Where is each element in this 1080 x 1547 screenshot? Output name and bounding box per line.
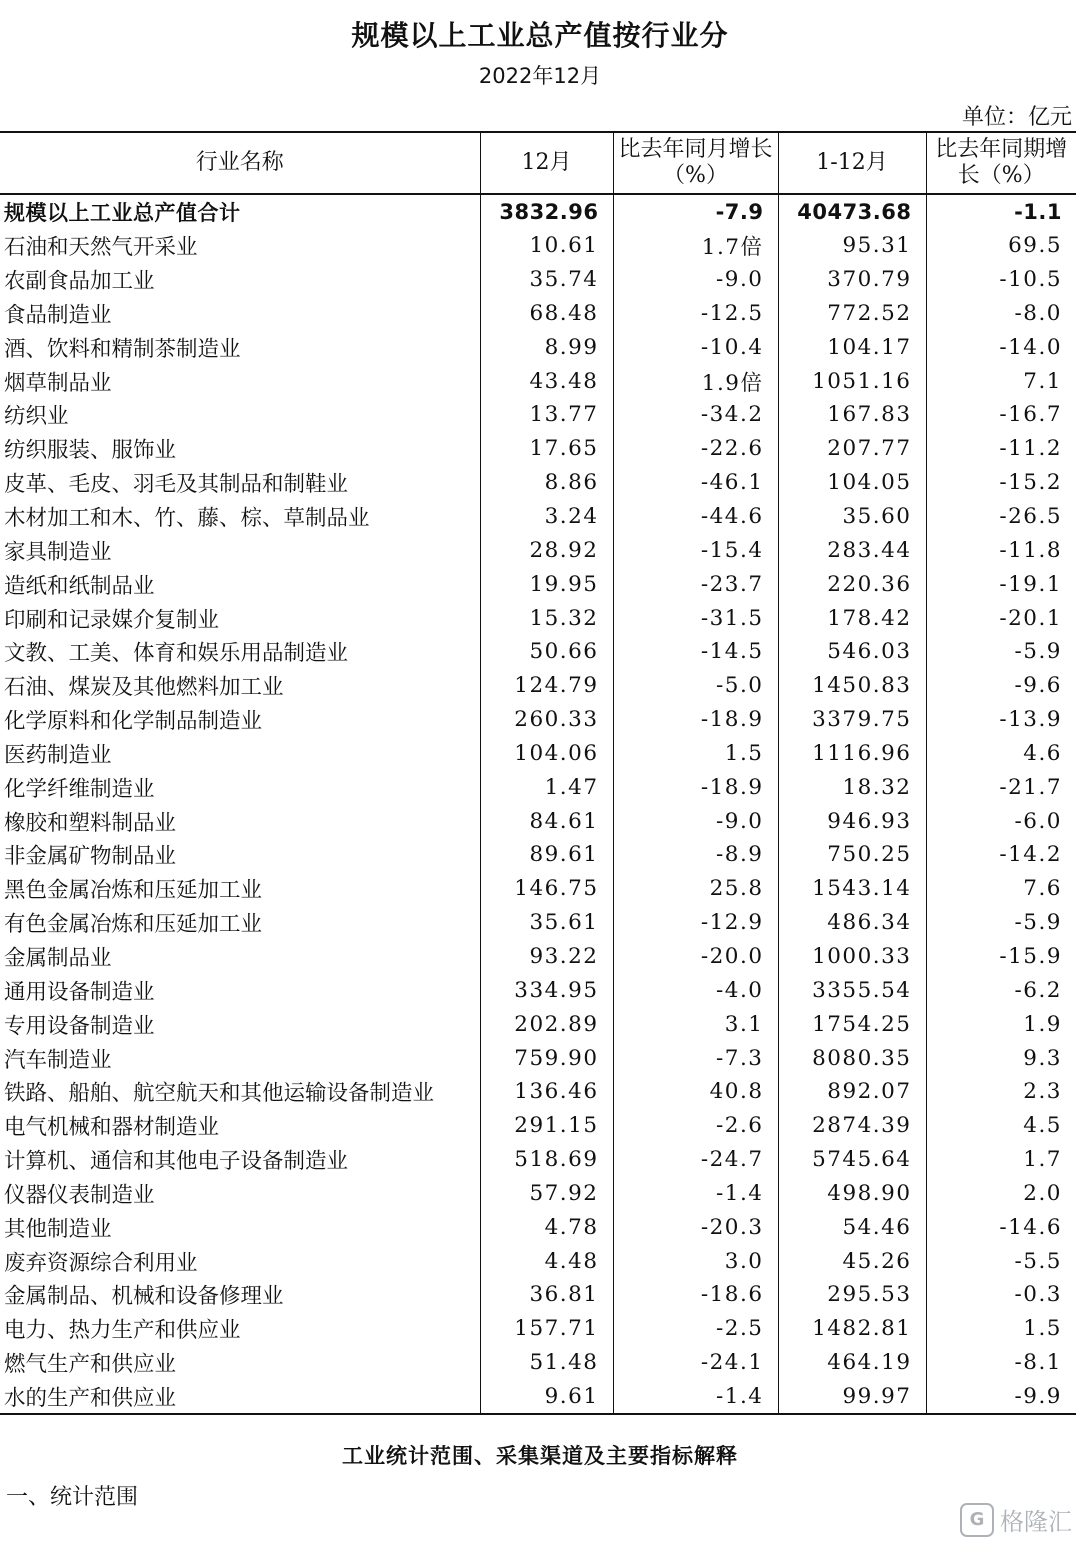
cell-ytd: 3355.54 xyxy=(778,973,926,1007)
cell-ytd: 95.31 xyxy=(778,229,926,263)
cell-industry: 通用设备制造业 xyxy=(4,979,155,1005)
section-item: 一、统计范围 xyxy=(6,1485,139,1510)
cell-ytd-yoy: 2.0 xyxy=(926,1176,1076,1210)
cell-industry: 纺织服装、服饰业 xyxy=(4,438,177,464)
cell-dec-yoy: -44.6 xyxy=(613,500,778,534)
cell-dec-yoy: -23.7 xyxy=(613,567,778,601)
cell-ytd: 167.83 xyxy=(778,398,926,432)
cell-ytd: 3379.75 xyxy=(778,703,926,737)
cell-ytd: 2874.39 xyxy=(778,1109,926,1143)
cell-dec: 104.06 xyxy=(480,737,613,771)
table-row xyxy=(0,364,1076,398)
cell-dec: 10.61 xyxy=(480,229,613,263)
cell-dec-yoy: -34.2 xyxy=(613,398,778,432)
cell-dec-yoy: -24.7 xyxy=(613,1143,778,1177)
cell-ytd: 892.07 xyxy=(778,1075,926,1109)
cell-ytd: 104.05 xyxy=(778,466,926,500)
cell-dec: 4.48 xyxy=(480,1244,613,1278)
cell-dec: 291.15 xyxy=(480,1109,613,1143)
cell-dec-yoy: -12.9 xyxy=(613,906,778,940)
cell-ytd-yoy: 1.9 xyxy=(926,1007,1076,1041)
watermark xyxy=(960,1502,1072,1537)
cell-ytd-yoy: 9.3 xyxy=(926,1041,1076,1075)
cell-dec: 15.32 xyxy=(480,601,613,635)
table-row xyxy=(0,1041,1076,1075)
cell-ytd: 40473.68 xyxy=(778,194,926,229)
cell-ytd-yoy: -8.0 xyxy=(926,297,1076,331)
cell-industry: 化学纤维制造业 xyxy=(4,776,155,802)
cell-ytd-yoy: -5.5 xyxy=(926,1244,1076,1278)
cell-dec-yoy: 40.8 xyxy=(613,1075,778,1109)
cell-industry: 医药制造业 xyxy=(4,742,112,768)
cell-dec: 260.33 xyxy=(480,703,613,737)
cell-dec-yoy: -9.0 xyxy=(613,804,778,838)
cell-dec-yoy: -14.5 xyxy=(613,635,778,669)
table-row xyxy=(0,906,1076,940)
cell-industry: 非金属矿物制品业 xyxy=(4,844,177,870)
cell-ytd: 18.32 xyxy=(778,770,926,804)
cell-dec-yoy: -31.5 xyxy=(613,601,778,635)
cell-dec: 136.46 xyxy=(480,1075,613,1109)
cell-ytd: 5745.64 xyxy=(778,1143,926,1177)
cell-ytd-yoy: -5.9 xyxy=(926,635,1076,669)
cell-dec-yoy: -7.9 xyxy=(613,194,778,229)
cell-dec: 35.74 xyxy=(480,263,613,297)
cell-industry: 仪器仪表制造业 xyxy=(4,1182,155,1208)
table-row xyxy=(0,1143,1076,1177)
cell-dec: 35.61 xyxy=(480,906,613,940)
industry-output-table xyxy=(0,131,1076,1415)
cell-dec-yoy: -4.0 xyxy=(613,973,778,1007)
cell-dec-yoy: 3.0 xyxy=(613,1244,778,1278)
cell-dec: 3832.96 xyxy=(480,194,613,229)
cell-dec: 13.77 xyxy=(480,398,613,432)
table-row xyxy=(0,804,1076,838)
section-title: 工业统计范围、采集渠道及主要指标解释 xyxy=(342,1444,738,1468)
table-row xyxy=(0,500,1076,534)
cell-dec-yoy: -1.4 xyxy=(613,1176,778,1210)
cell-industry: 其他制造业 xyxy=(4,1216,112,1242)
cell-dec-yoy: -9.0 xyxy=(613,263,778,297)
page-title: 规模以上工业总产值按行业分 xyxy=(351,19,729,52)
cell-industry: 文教、工美、体育和娱乐用品制造业 xyxy=(4,641,349,667)
cell-dec: 51.48 xyxy=(480,1346,613,1380)
cell-industry: 木材加工和木、竹、藤、棕、草制品业 xyxy=(4,506,370,532)
cell-industry: 电力、热力生产和供应业 xyxy=(4,1318,241,1344)
col-header-industry: 行业名称 xyxy=(0,132,480,194)
cell-dec-yoy: 1.5 xyxy=(613,737,778,771)
table-row xyxy=(0,567,1076,601)
table-row xyxy=(0,1007,1076,1041)
cell-dec-yoy: 1.7倍 xyxy=(613,229,778,263)
cell-industry: 废弃资源综合利用业 xyxy=(4,1250,198,1276)
cell-dec: 36.81 xyxy=(480,1278,613,1312)
cell-industry: 印刷和记录媒介复制业 xyxy=(4,607,220,633)
cell-dec-yoy: -2.6 xyxy=(613,1109,778,1143)
table-row xyxy=(0,838,1076,872)
cell-industry: 纺织业 xyxy=(4,404,69,430)
table-row xyxy=(0,770,1076,804)
cell-industry: 金属制品业 xyxy=(4,945,112,971)
cell-ytd: 370.79 xyxy=(778,263,926,297)
cell-dec-yoy: -24.1 xyxy=(613,1346,778,1380)
cell-dec-yoy: -2.5 xyxy=(613,1312,778,1346)
cell-ytd-yoy: -14.2 xyxy=(926,838,1076,872)
cell-dec: 17.65 xyxy=(480,432,613,466)
table-row xyxy=(0,1346,1076,1380)
cell-ytd: 8080.35 xyxy=(778,1041,926,1075)
cell-dec-yoy: -5.0 xyxy=(613,669,778,703)
table-row xyxy=(0,1312,1076,1346)
cell-ytd-yoy: 1.5 xyxy=(926,1312,1076,1346)
table-row xyxy=(0,1109,1076,1143)
cell-ytd: 35.60 xyxy=(778,500,926,534)
table-row xyxy=(0,533,1076,567)
cell-industry: 造纸和纸制品业 xyxy=(4,573,155,599)
table-row xyxy=(0,635,1076,669)
cell-ytd: 1450.83 xyxy=(778,669,926,703)
cell-industry: 农副食品加工业 xyxy=(4,269,155,295)
cell-industry: 橡胶和塑料制品业 xyxy=(4,810,177,836)
table-row xyxy=(0,669,1076,703)
cell-dec-yoy: -18.9 xyxy=(613,770,778,804)
cell-ytd-yoy: -10.5 xyxy=(926,263,1076,297)
cell-ytd: 54.46 xyxy=(778,1210,926,1244)
cell-ytd-yoy: -13.9 xyxy=(926,703,1076,737)
cell-ytd: 104.17 xyxy=(778,330,926,364)
cell-ytd-yoy: -11.2 xyxy=(926,432,1076,466)
cell-dec: 57.92 xyxy=(480,1176,613,1210)
cell-ytd: 486.34 xyxy=(778,906,926,940)
cell-dec: 8.86 xyxy=(480,466,613,500)
cell-industry: 水的生产和供应业 xyxy=(0,1380,480,1415)
table-row xyxy=(0,1244,1076,1278)
cell-ytd: 45.26 xyxy=(778,1244,926,1278)
cell-ytd-yoy: 7.6 xyxy=(926,872,1076,906)
cell-dec: 4.78 xyxy=(480,1210,613,1244)
cell-industry: 燃气生产和供应业 xyxy=(4,1352,177,1378)
cell-ytd-yoy: -16.7 xyxy=(926,398,1076,432)
cell-ytd: 295.53 xyxy=(778,1278,926,1312)
cell-ytd: 207.77 xyxy=(778,432,926,466)
cell-dec-yoy: -7.3 xyxy=(613,1041,778,1075)
cell-ytd-yoy: -6.2 xyxy=(926,973,1076,1007)
cell-industry: 电气机械和器材制造业 xyxy=(4,1115,220,1141)
cell-dec-yoy: -20.3 xyxy=(613,1210,778,1244)
cell-ytd-yoy: -26.5 xyxy=(926,500,1076,534)
cell-ytd-yoy: -8.1 xyxy=(926,1346,1076,1380)
cell-dec-yoy: -15.4 xyxy=(613,533,778,567)
table-body xyxy=(0,194,1076,1414)
table-row xyxy=(0,1075,1076,1109)
table-row xyxy=(0,1176,1076,1210)
col-header-ytd-yoy: 比去年同期增长（%） xyxy=(926,132,1076,194)
table-row xyxy=(0,263,1076,297)
cell-ytd-yoy: -5.9 xyxy=(926,906,1076,940)
cell-ytd: 498.90 xyxy=(778,1176,926,1210)
cell-industry: 皮革、毛皮、羽毛及其制品和制鞋业 xyxy=(4,472,349,498)
cell-industry: 烟草制品业 xyxy=(4,370,112,396)
cell-ytd: 178.42 xyxy=(778,601,926,635)
cell-ytd-yoy: -15.9 xyxy=(926,940,1076,974)
table-row xyxy=(0,330,1076,364)
table-row xyxy=(0,737,1076,771)
cell-industry: 金属制品、机械和设备修理业 xyxy=(4,1284,284,1310)
cell-dec: 146.75 xyxy=(480,872,613,906)
cell-ytd-yoy: -14.0 xyxy=(926,330,1076,364)
cell-dec: 19.95 xyxy=(480,567,613,601)
cell-ytd-yoy: 4.5 xyxy=(926,1109,1076,1143)
cell-ytd-yoy: -14.6 xyxy=(926,1210,1076,1244)
cell-ytd: 283.44 xyxy=(778,533,926,567)
cell-dec: 157.71 xyxy=(480,1312,613,1346)
cell-ytd-yoy: -19.1 xyxy=(926,567,1076,601)
cell-ytd: 220.36 xyxy=(778,567,926,601)
cell-ytd: 464.19 xyxy=(778,1346,926,1380)
unit-label: 单位：亿元 xyxy=(961,105,1072,130)
table-row xyxy=(0,1210,1076,1244)
cell-dec-yoy: 1.9倍 xyxy=(613,364,778,398)
cell-ytd-yoy: 69.5 xyxy=(926,229,1076,263)
cell-dec-yoy: -18.6 xyxy=(613,1278,778,1312)
cell-industry: 石油和天然气开采业 xyxy=(4,235,198,261)
cell-ytd-yoy: 4.6 xyxy=(926,737,1076,771)
cell-ytd-yoy: -15.2 xyxy=(926,466,1076,500)
col-header-dec-yoy: 比去年同月增长（%） xyxy=(613,132,778,194)
table-row xyxy=(0,940,1076,974)
cell-ytd-yoy: -6.0 xyxy=(926,804,1076,838)
cell-ytd: 1482.81 xyxy=(778,1312,926,1346)
cell-ytd: 1051.16 xyxy=(778,364,926,398)
cell-dec: 43.48 xyxy=(480,364,613,398)
cell-ytd-yoy: -9.9 xyxy=(926,1380,1076,1415)
cell-dec: 9.61 xyxy=(480,1380,613,1415)
cell-ytd: 772.52 xyxy=(778,297,926,331)
g-logo-icon: G xyxy=(960,1503,994,1537)
cell-dec-yoy: -1.4 xyxy=(613,1380,778,1415)
table-row xyxy=(0,466,1076,500)
cell-dec: 50.66 xyxy=(480,635,613,669)
cell-dec: 202.89 xyxy=(480,1007,613,1041)
table-row xyxy=(0,297,1076,331)
cell-industry: 家具制造业 xyxy=(4,539,112,565)
cell-dec: 93.22 xyxy=(480,940,613,974)
cell-ytd-yoy: -1.1 xyxy=(926,194,1076,229)
table-row xyxy=(0,432,1076,466)
cell-ytd: 946.93 xyxy=(778,804,926,838)
cell-ytd: 1000.33 xyxy=(778,940,926,974)
cell-ytd: 546.03 xyxy=(778,635,926,669)
cell-dec: 84.61 xyxy=(480,804,613,838)
page-subtitle: 2022年12月 xyxy=(478,64,602,88)
cell-ytd-yoy: 7.1 xyxy=(926,364,1076,398)
cell-ytd: 1754.25 xyxy=(778,1007,926,1041)
cell-ytd: 750.25 xyxy=(778,838,926,872)
table-header-row xyxy=(0,132,1076,194)
table-row xyxy=(0,703,1076,737)
cell-dec: 3.24 xyxy=(480,500,613,534)
cell-dec-yoy: -10.4 xyxy=(613,330,778,364)
cell-dec: 1.47 xyxy=(480,770,613,804)
cell-industry: 食品制造业 xyxy=(4,302,112,328)
col-header-ytd: 1-12月 xyxy=(778,132,926,194)
table-row xyxy=(0,229,1076,263)
table-row xyxy=(0,398,1076,432)
cell-ytd-yoy: -0.3 xyxy=(926,1278,1076,1312)
cell-dec: 8.99 xyxy=(480,330,613,364)
cell-ytd: 99.97 xyxy=(778,1380,926,1415)
cell-dec-yoy: -12.5 xyxy=(613,297,778,331)
cell-industry: 专用设备制造业 xyxy=(4,1013,155,1039)
cell-dec: 68.48 xyxy=(480,297,613,331)
cell-dec-yoy: -8.9 xyxy=(613,838,778,872)
cell-industry: 规模以上工业总产值合计 xyxy=(4,200,241,225)
watermark-text: 格隆汇 xyxy=(1000,1508,1072,1536)
table-row xyxy=(0,1380,1076,1415)
col-header-dec: 12月 xyxy=(480,132,613,194)
cell-industry: 石油、煤炭及其他燃料加工业 xyxy=(4,675,284,701)
cell-industry: 化学原料和化学制品制造业 xyxy=(4,709,263,735)
cell-ytd-yoy: -21.7 xyxy=(926,770,1076,804)
cell-industry: 有色金属冶炼和压延加工业 xyxy=(4,912,263,938)
cell-dec-yoy: -22.6 xyxy=(613,432,778,466)
cell-dec: 89.61 xyxy=(480,838,613,872)
cell-dec: 28.92 xyxy=(480,533,613,567)
cell-ytd: 1543.14 xyxy=(778,872,926,906)
cell-dec: 759.90 xyxy=(480,1041,613,1075)
cell-ytd-yoy: -20.1 xyxy=(926,601,1076,635)
cell-industry: 铁路、船舶、航空航天和其他运输设备制造业 xyxy=(4,1081,435,1107)
cell-ytd-yoy: 2.3 xyxy=(926,1075,1076,1109)
cell-dec-yoy: -46.1 xyxy=(613,466,778,500)
table-row xyxy=(0,601,1076,635)
table-row xyxy=(0,973,1076,1007)
table-row xyxy=(0,1278,1076,1312)
cell-dec: 334.95 xyxy=(480,973,613,1007)
cell-dec-yoy: 3.1 xyxy=(613,1007,778,1041)
cell-ytd-yoy: 1.7 xyxy=(926,1143,1076,1177)
cell-industry: 汽车制造业 xyxy=(4,1047,112,1073)
cell-dec: 124.79 xyxy=(480,669,613,703)
cell-dec: 518.69 xyxy=(480,1143,613,1177)
cell-dec-yoy: -18.9 xyxy=(613,703,778,737)
table-row-total xyxy=(0,194,1076,229)
cell-ytd: 1116.96 xyxy=(778,737,926,771)
cell-industry: 酒、饮料和精制茶制造业 xyxy=(4,336,241,362)
cell-industry: 黑色金属冶炼和压延加工业 xyxy=(4,878,263,904)
cell-ytd-yoy: -11.8 xyxy=(926,533,1076,567)
cell-industry: 计算机、通信和其他电子设备制造业 xyxy=(4,1149,349,1175)
cell-dec-yoy: 25.8 xyxy=(613,872,778,906)
cell-dec-yoy: -20.0 xyxy=(613,940,778,974)
cell-ytd-yoy: -9.6 xyxy=(926,669,1076,703)
table-row xyxy=(0,872,1076,906)
